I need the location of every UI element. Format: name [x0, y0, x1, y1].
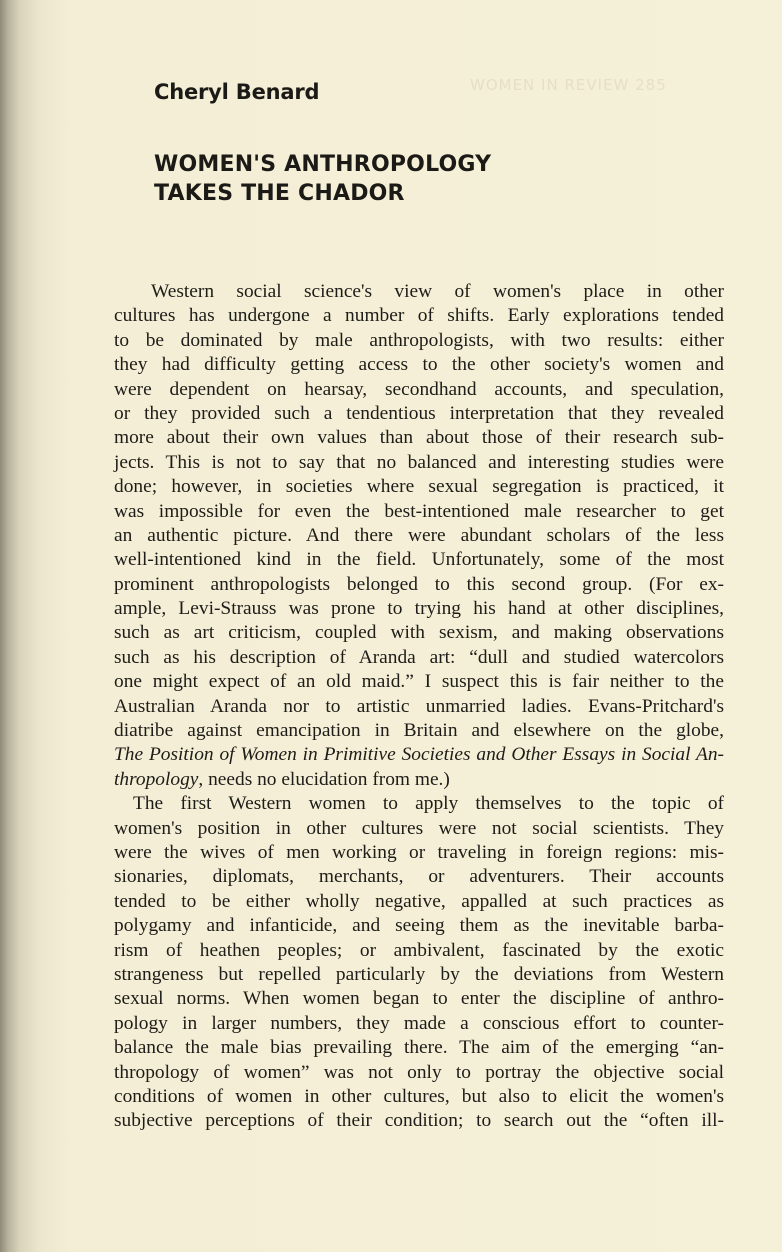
- text-line: thropology of women” was not only to portray the objective social: [114, 1061, 724, 1083]
- text-line: balance the male bias prevailing there. The aim of the emerging “an-: [114, 1037, 724, 1059]
- text-line: cultures has undergone a number of shifts. Early explorations tended: [114, 305, 724, 327]
- text-line: were the wives of men working or traveling in foreign regions: mis-: [114, 841, 724, 863]
- chapter-title-line-1: WOMEN'S ANTHROPOLOGY: [154, 152, 492, 177]
- text-line: was impossible for even the best-intentioned male researcher to get: [114, 500, 724, 522]
- text-line: subjective perceptions of their condition; to search out the “often ill-: [114, 1110, 724, 1132]
- text-line: Western social science's view of women's place in other: [151, 281, 724, 302]
- text-line: sionaries, diplomats, merchants, or adventurers. Their accounts: [114, 866, 724, 888]
- text-line: jects. This is not to say that no balanced and interesting studies were: [114, 451, 724, 473]
- text-line: strangeness but repelled particularly by the deviations from Western: [114, 963, 724, 985]
- text-line: women's position in other cultures were not social scientists. They: [114, 817, 724, 839]
- book-title-italic-part-1: The Position of Women in Primitive Societies and Other Essays in Social An-: [114, 744, 724, 766]
- text-line: or they provided such a tendentious interpretation that they revealed: [114, 402, 724, 424]
- text-line: to be dominated by male anthropologists, with two results: either: [114, 329, 724, 351]
- text-line: an authentic picture. And there were abundant scholars of the less: [114, 524, 724, 546]
- chapter-title: [154, 150, 491, 208]
- text-line: one might expect of an old maid.” I suspect this is fair neither to the: [114, 671, 724, 693]
- text-line: rism of heathen peoples; or ambivalent, fascinated by the exotic: [114, 939, 724, 961]
- text-fragment: , needs no elucidation from me.): [198, 768, 450, 790]
- text-line: conditions of women in other cultures, but also to elicit the women's: [114, 1085, 724, 1107]
- text-line: such as art criticism, coupled with sexism, and making observations: [114, 622, 724, 644]
- text-line: more about their own values than about those of their research sub-: [114, 427, 724, 449]
- text-line: they had difficulty getting access to the other society's women and: [114, 354, 724, 376]
- text-line: sexual norms. When women began to enter the discipline of anthro-: [114, 988, 724, 1010]
- text-line: Australian Aranda nor to artistic unmarried ladies. Evans-Pritchard's: [114, 695, 724, 717]
- text-line-italic-book-title: [114, 743, 724, 767]
- text-line: [114, 768, 724, 792]
- text-line: The first Western women to apply themselves to the topic of: [133, 793, 724, 815]
- chapter-title-line-2: TAKES THE CHADOR: [154, 181, 405, 206]
- text-line: well-intentioned kind in the field. Unfortunately, some of the most: [114, 549, 724, 571]
- book-title-italic-part-2: thropology: [114, 768, 199, 790]
- text-line: diatribe against emancipation in Britain and elsewhere on the globe,: [114, 720, 724, 742]
- running-head-bleed-through: WOMEN IN REVIEW 285: [470, 76, 667, 94]
- text-line: tended to be either wholly negative, appalled at such practices as: [114, 890, 724, 912]
- text-line: prominent anthropologists belonged to this second group. (For ex-: [114, 573, 724, 595]
- body-text: [114, 280, 724, 1134]
- text-line: done; however, in societies where sexual segregation is practiced, it: [114, 476, 724, 498]
- text-line: pology in larger numbers, they made a conscious effort to counter-: [114, 1012, 724, 1034]
- text-line: polygamy and infanticide, and seeing them as the inevitable barba-: [114, 915, 724, 937]
- text-line: were dependent on hearsay, secondhand accounts, and speculation,: [114, 378, 724, 400]
- author-name: Cheryl Benard: [154, 80, 320, 104]
- text-line: such as his description of Aranda art: “dull and studied watercolors: [114, 646, 724, 668]
- text-line: ample, Levi-Strauss was prone to trying his hand at other disciplines,: [114, 598, 724, 620]
